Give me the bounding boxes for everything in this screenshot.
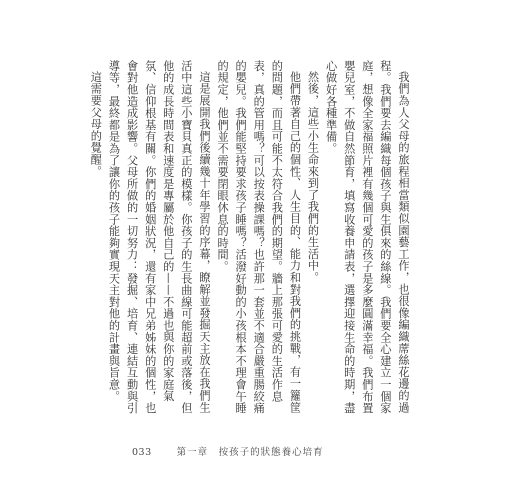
- page-number: 033: [132, 447, 152, 458]
- paragraph-2: 然後，這些小生命來到了我們的生活中。: [306, 71, 320, 284]
- running-chapter-title: 第一章 按孩子的狀態養心培育: [176, 447, 324, 458]
- paragraph-1: 我們為人父母的旅程相當類似園藝工作，也很像編織蓆絲花邊的過程。我們要去編織每個孩子與生俱來的絲線。我們要全心建立一個家庭，想像全家福照片裡有幾個可愛的孩子是多麼圓滿幸福。我們布置嬰兒室，不做自然節育，填寫收養申請表，選擇迎接生命的時期，盡心做好各種準備。: [324, 60, 410, 414]
- page-footer: [132, 444, 324, 458]
- paragraph-4: 這是展開我們後續幾十年學習的序幕，瞭解並發掘天主放在我們生活中這些小寶貝真正的模樣。你孩子的生長曲線可能超前或落後，但他的成長時間表和速度是專屬於他自己的——不過也與你的家庭氣氛、信仰根基有關。你們的婚姻狀況，還有家中兄弟姊妹的個性，也會對他造成影響。父母所做的一切努力：發掘、培育、連結互動與引導等，最終都是為了讓你的孩子能夠實現天主對他的計畫與旨意。: [107, 60, 211, 414]
- vertical-text-block: [89, 60, 412, 420]
- paragraph-5: 這需要父母的覺醒。: [89, 71, 103, 178]
- paragraph-3: 他們帶著自己的個性、人生目的、能力和對我們的挑戰，有一籮筐的問題，而且可能不太符合我們的期望。牆上那張可愛的生活作息表，真的管用嗎？可以按表操課嗎？也許那一套並不適合嚴重腸絞痛的嬰兒。我們能堅持要求孩子睡嗎？活潑好動的小孩根本不理會午睡的規定，他們並不需要閉眼休息的時間。: [216, 60, 302, 414]
